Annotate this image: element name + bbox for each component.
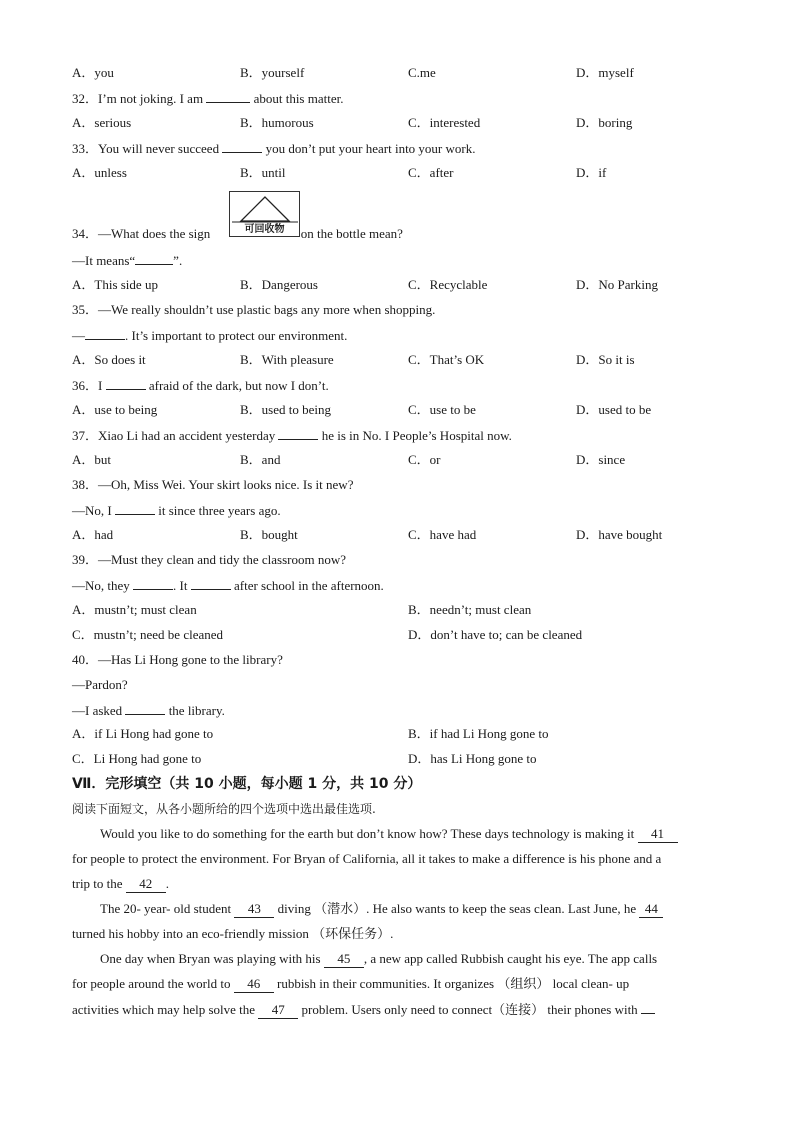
passage-line: for people around the world to 46 rubbish in their communities. It organizes （组织） local clean- up — [72, 976, 630, 991]
q40-line3: —I asked the library. — [72, 703, 225, 718]
q33-option-c: C．after — [408, 165, 454, 180]
q34-option-d: D．No Parking — [576, 277, 658, 292]
q31-option-c: C.me — [408, 65, 436, 80]
q34-reply: —It means“ ”. — [72, 253, 183, 268]
q32-option-b: B．humorous — [240, 115, 314, 130]
q39-option-c: C．mustn’t; need be cleaned — [72, 627, 224, 642]
q36-option-d: D．used to be — [576, 402, 652, 417]
q35-option-a: A．So does it — [72, 352, 146, 367]
q39-stem: 39．—Must they clean and tidy the classroom now? — [72, 552, 347, 567]
q40-stem: 40．—Has Li Hong gone to the library? — [72, 652, 283, 667]
q33-stem: 33．You will never succeed you don’t put your heart into your work. — [72, 141, 476, 156]
cloze-blank-47: 47 — [258, 1002, 298, 1019]
q40-option-b: B．if had Li Hong gone to — [408, 726, 549, 741]
q34-option-a: A．This side up — [72, 277, 158, 292]
q33-option-a: A．unless — [72, 165, 127, 180]
q33-option-b: B．until — [240, 165, 286, 180]
section-title: Ⅶ．完形填空（共 10 小题，每小题 1 分，共 10 分） — [72, 776, 422, 792]
q35-option-d: D．So it is — [576, 352, 635, 367]
q32-option-a: A．serious — [72, 115, 132, 130]
q32-option-c: C．interested — [408, 115, 481, 130]
answer-blank — [115, 502, 155, 515]
q37-stem: 37．Xiao Li had an accident yesterday he is in No. I People’s Hospital now. — [72, 428, 512, 443]
q34-option-b: B．Dangerous — [240, 277, 318, 292]
cloze-blank-46: 46 — [234, 976, 274, 993]
q37-option-c: C．or — [408, 452, 441, 467]
q37-option-d: D．since — [576, 452, 626, 467]
q35-reply: — . It’s important to protect our environment. — [72, 328, 348, 343]
q39-option-a: A．mustn’t; must clean — [72, 602, 197, 617]
q35-option-c: C．That’s OK — [408, 352, 485, 367]
q40-line2: —Pardon? — [72, 677, 128, 692]
q40-option-d: D．has Li Hong gone to — [408, 751, 537, 766]
q37-option-b: B．and — [240, 452, 281, 467]
q33-option-d: D．if — [576, 165, 607, 180]
q40-option-a: A．if Li Hong had gone to — [72, 726, 214, 741]
cloze-blank-45: 45 — [324, 951, 364, 968]
q34-stem: 34．—What does the sign on the bottle mean? — [72, 226, 403, 241]
sign-label: 可回收物 — [244, 224, 285, 235]
answer-blank — [135, 252, 173, 265]
section-instruction: 阅读下面短文，从各小题所给的四个选项中选出最佳选项. — [72, 802, 376, 816]
answer-blank — [641, 1001, 655, 1014]
q40-option-c: C．Li Hong had gone to — [72, 751, 202, 766]
q31-option-b: B．yourself — [240, 65, 305, 80]
q38-option-a: A．had — [72, 527, 114, 542]
q31-option-d: D．myself — [576, 65, 634, 80]
q38-reply: —No, I it since three years ago. — [72, 503, 281, 518]
q39-option-b: B．needn’t; must clean — [408, 602, 532, 617]
passage-line: The 20- year- old student 43 diving （潜水）. He also wants to keep the seas clean. Last June, he 44 — [100, 901, 750, 918]
q38-option-b: B．bought — [240, 527, 298, 542]
passage-line: activities which may help solve the 47 problem. Users only need to connect（连接） their phones with — [72, 1001, 722, 1019]
q39-reply: —No, they . It after school in the afternoon. — [72, 578, 384, 593]
q37-option-a: A．but — [72, 452, 112, 467]
passage-line: turned his hobby into an eco-friendly mission （环保任务）. — [72, 926, 394, 941]
answer-blank — [106, 377, 146, 390]
q38-option-d: D．have bought — [576, 527, 663, 542]
answer-blank — [206, 90, 250, 103]
cloze-blank-44: 44 — [639, 901, 663, 918]
cloze-blank-42: 42 — [126, 876, 166, 893]
passage-line: for people to protect the environment. For Bryan of California, all it takes to make a difference is his phone and a — [72, 851, 662, 866]
answer-blank — [133, 577, 173, 590]
q34-option-c: C．Recyclable — [408, 277, 488, 292]
q36-option-b: B．used to being — [240, 402, 331, 417]
answer-blank — [278, 427, 318, 440]
q31-option-a: A．you — [72, 65, 114, 80]
q32-stem: 32．I’m not joking. I am about this matter. — [72, 91, 344, 106]
passage-line: trip to the 42 . — [72, 876, 170, 891]
q32-option-d: D．boring — [576, 115, 633, 130]
q36-stem: 36．I afraid of the dark, but now I don’t. — [72, 378, 329, 393]
q38-stem: 38．—Oh, Miss Wei. Your skirt looks nice. Is it new? — [72, 477, 354, 492]
q35-option-b: B．With pleasure — [240, 352, 334, 367]
passage-line: Would you like to do something for the earth but don’t know how? These days technology is making it 41 — [100, 826, 750, 843]
cloze-blank-41: 41 — [638, 826, 678, 843]
answer-blank — [191, 577, 231, 590]
q36-option-c: C．use to be — [408, 402, 476, 417]
cloze-blank-43: 43 — [234, 901, 274, 918]
answer-blank — [222, 140, 262, 153]
answer-blank — [85, 327, 125, 340]
answer-blank — [125, 702, 165, 715]
q36-option-a: A．use to being — [72, 402, 158, 417]
q35-stem: 35．—We really shouldn’t use plastic bags any more when shopping. — [72, 302, 436, 317]
q39-option-d: D．don’t have to; can be cleaned — [408, 627, 583, 642]
passage-line: One day when Bryan was playing with his 45 , a new app called Rubbish caught his eye. The app calls — [100, 951, 658, 966]
q38-option-c: C．have had — [408, 527, 477, 542]
